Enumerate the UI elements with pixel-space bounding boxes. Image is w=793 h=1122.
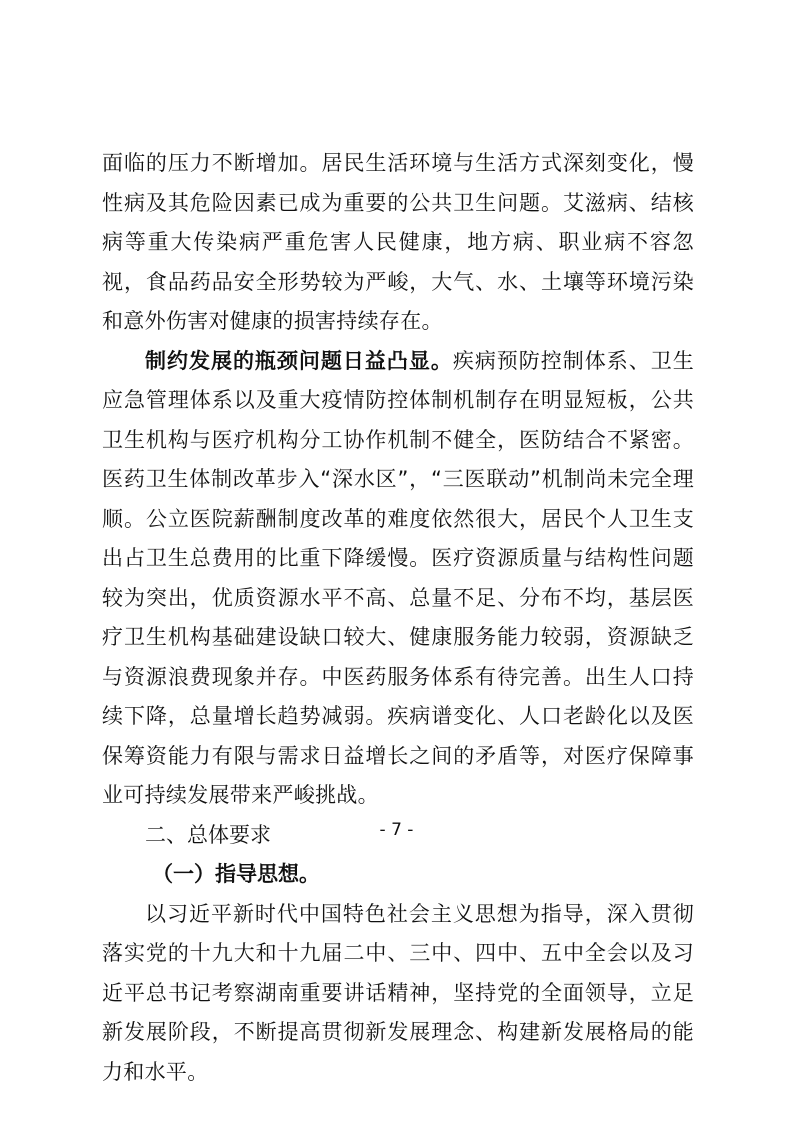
section-heading-general-requirements: 二、总体要求 [145, 822, 271, 847]
paragraph-bottleneck [102, 342, 694, 816]
subsection-heading-guiding-ideology: （一）指导思想。 [152, 862, 320, 886]
page-number: - 7 - [379, 820, 414, 840]
paragraph-guiding-ideology: 以习近平新时代中国特色社会主义思想为指导，深入贯彻落实党的十九大和十九届二中、三中、四中、五中全会以及习近平总书记考察湖南重要讲话精神，坚持党的全面领导，立足新发展阶段，不断提高贯彻新发展理念、构建新发展格局的能力和水平。 [102, 901, 694, 1084]
paragraph-body-text: 疾病预防控制体系、卫生应急管理体系以及重大疫情防控体制机制存在明显短板，公共卫生机构与医疗机构分工协作机制不健全，医防结合不紧密。医药卫生体制改革步入“深水区”，“三医联动”机制尚未完全理顺。公立医院薪酬制度改革的难度依然很大，居民个人卫生支出占卫生总费用的比重下降缓慢。医疗资源质量与结构性问题较为突出，优质资源水平不高、总量不足、分布不均，基层医疗卫生机构基础建设缺口较大、健康服务能力较弱，资源缺乏与资源浪费现象并存。中医药服务体系有待完善。出生人口持续下降，总量增长趋势减弱。疾病谱变化、人口老龄化以及医保筹资能力有限与需求日益增长之间的矛盾等，对医疗保障事业可持续发展带来严峻挑战。 [102, 348, 694, 807]
paragraph-health-pressure: 面临的压力不断增加。居民生活环境与生活方式深刻变化，慢性病及其危险因素已成为重要的公共卫生问题。艾滋病、结核病等重大传染病严重危害人民健康，地方病、职业病不容忽视，食品药品安全形势较为严峻，大气、水、土壤等环境污染和意外伤害对健康的损害持续存在。 [102, 151, 694, 333]
document-body [102, 144, 694, 1092]
paragraph-lead-bold: 制约发展的瓶颈问题日益凸显。 [145, 348, 453, 373]
